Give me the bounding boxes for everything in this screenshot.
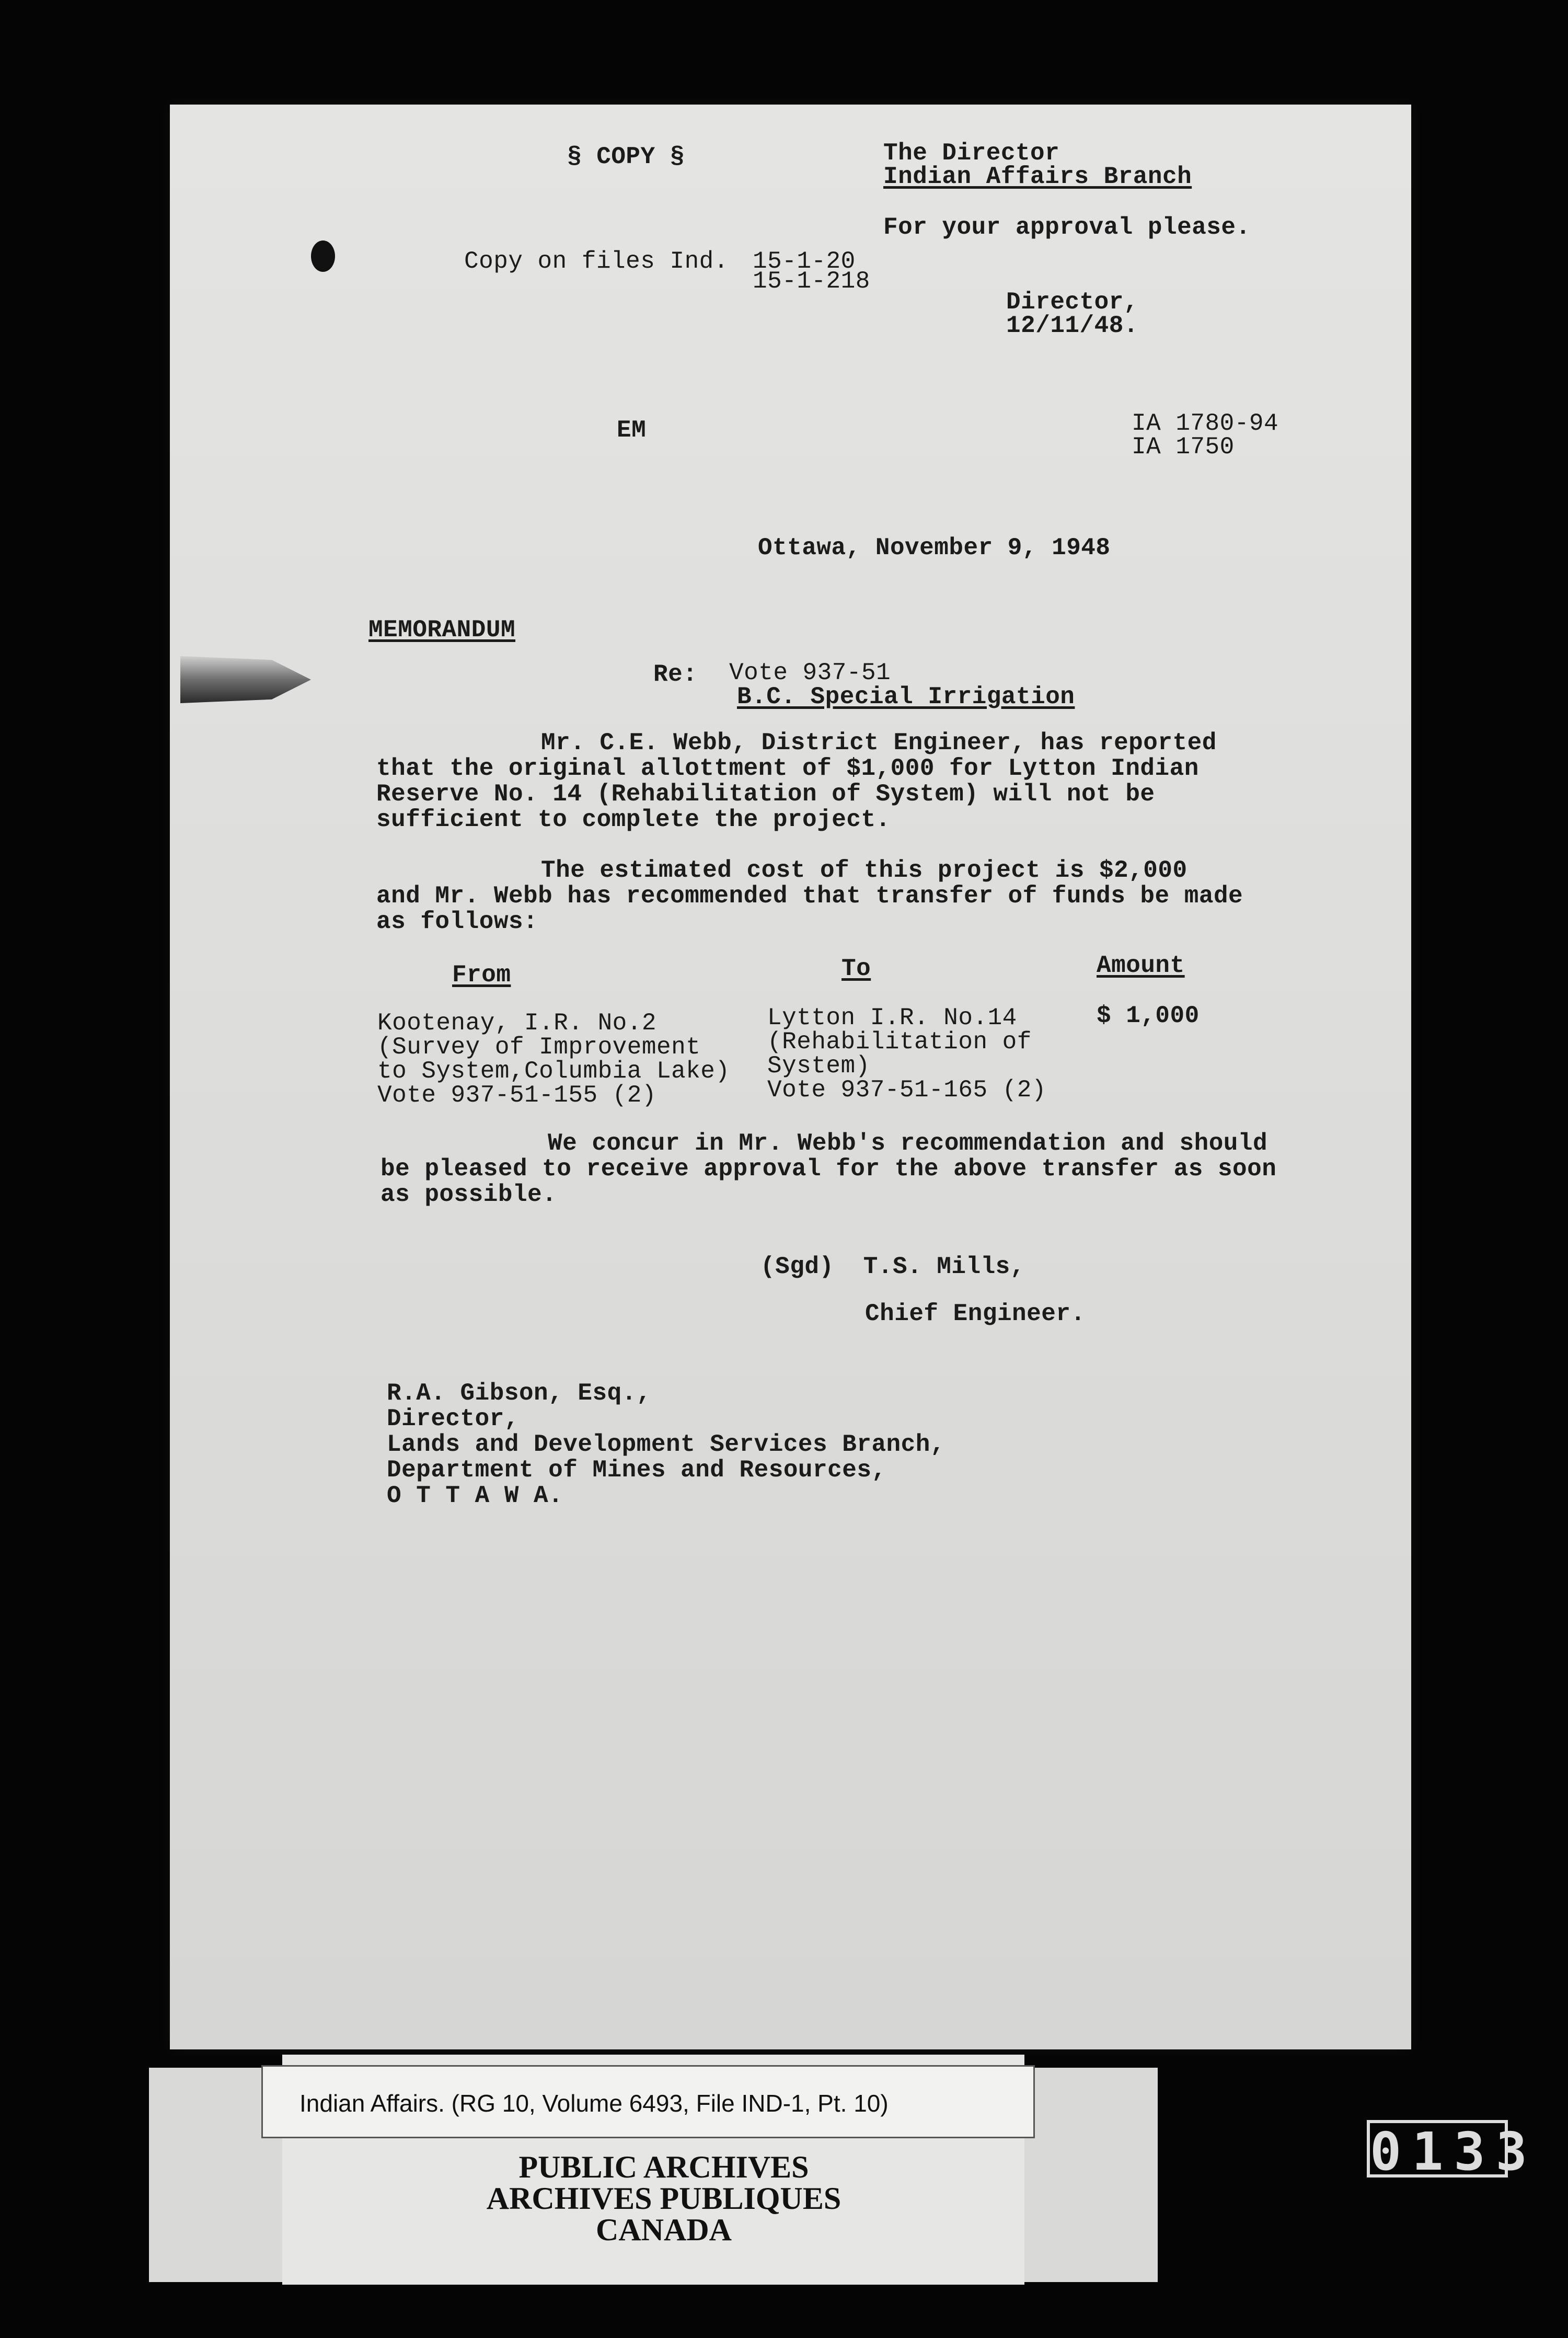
column-header-from: From — [452, 961, 511, 989]
subject-re: Re: — [653, 661, 698, 688]
addressee-line-5: O T T A W A. — [387, 1482, 563, 1509]
to-line-4: Vote 937-51-165 (2) — [767, 1076, 1046, 1104]
subject-vote: Vote 937-51 — [729, 659, 891, 686]
memo-title: MEMORANDUM — [368, 616, 516, 644]
from-line-2: (Survey of Improvement — [377, 1034, 701, 1061]
date-line: Ottawa, November 9, 1948 — [758, 534, 1111, 561]
addressee-director: The Director — [883, 140, 1060, 167]
to-line-1: Lytton I.R. No.14 — [767, 1004, 1017, 1032]
paragraph-2-line-2: and Mr. Webb has recommended that transfer of funds be made — [376, 883, 1243, 910]
paragraph-1-line-2: that the original allottment of $1,000 for Lytton Indian — [376, 755, 1199, 782]
addressee-branch: Indian Affairs Branch — [883, 163, 1192, 190]
copy-stamp: § COPY § — [567, 143, 685, 170]
archive-stamp — [282, 2151, 1045, 2245]
archive-line-1: PUBLIC ARCHIVES — [518, 2150, 809, 2184]
addressee-line-2: Director, — [387, 1405, 519, 1432]
archive-reference: Indian Affairs. (RG 10, Volume 6493, File IND-1, Pt. 10) — [261, 2065, 1035, 2138]
hole-punch-mark — [311, 240, 335, 272]
initials: EM — [617, 417, 647, 444]
reference-2: IA 1750 — [1132, 433, 1235, 461]
files-label: Copy on files Ind. — [464, 248, 729, 275]
approval-request: For your approval please. — [883, 214, 1251, 241]
paragraph-3-line-3: as possible. — [381, 1181, 557, 1208]
paragraph-3-line-1: We concur in Mr. Webb's recommendation and should — [548, 1130, 1268, 1157]
frame-number: 0133 — [1367, 2120, 1508, 2177]
reference-1: IA 1780-94 — [1132, 410, 1279, 437]
director-date: 12/11/48. — [1006, 312, 1138, 339]
addressee-line-4: Department of Mines and Resources, — [387, 1457, 886, 1484]
to-line-3: System) — [767, 1052, 870, 1080]
addressee-line-3: Lands and Development Services Branch, — [387, 1431, 945, 1458]
paragraph-1-line-1: Mr. C.E. Webb, District Engineer, has reported — [541, 729, 1217, 757]
column-header-amount: Amount — [1097, 952, 1185, 979]
paragraph-2-line-1: The estimated cost of this project is $2,000 — [541, 857, 1187, 884]
archive-line-3: CANADA — [596, 2213, 732, 2247]
paragraph-2-line-3: as follows: — [376, 908, 538, 935]
from-line-4: Vote 937-51-155 (2) — [377, 1082, 656, 1109]
file-number-2: 15-1-218 — [753, 268, 870, 295]
director-signature: Director, — [1006, 289, 1138, 316]
archive-line-2: ARCHIVES PUBLIQUES — [486, 2181, 841, 2216]
column-header-to: To — [841, 955, 871, 982]
paragraph-3-line-2: be pleased to receive approval for the above transfer as soon — [381, 1155, 1277, 1183]
from-line-1: Kootenay, I.R. No.2 — [377, 1010, 656, 1037]
signature-line: (Sgd) T.S. Mills, — [760, 1253, 1025, 1280]
addressee-line-1: R.A. Gibson, Esq., — [387, 1380, 651, 1407]
from-line-3: to System,Columbia Lake) — [377, 1058, 730, 1085]
transfer-amount: $ 1,000 — [1097, 1002, 1200, 1029]
to-line-2: (Rehabilitation of — [767, 1028, 1032, 1056]
file-number-1: 15-1-20 — [753, 248, 856, 275]
signature-title: Chief Engineer. — [865, 1300, 1086, 1327]
paragraph-1-line-4: sufficient to complete the project. — [376, 806, 891, 833]
subject-irrigation: B.C. Special Irrigation — [737, 683, 1075, 710]
paragraph-1-line-3: Reserve No. 14 (Rehabilitation of System) will not be — [376, 781, 1155, 808]
